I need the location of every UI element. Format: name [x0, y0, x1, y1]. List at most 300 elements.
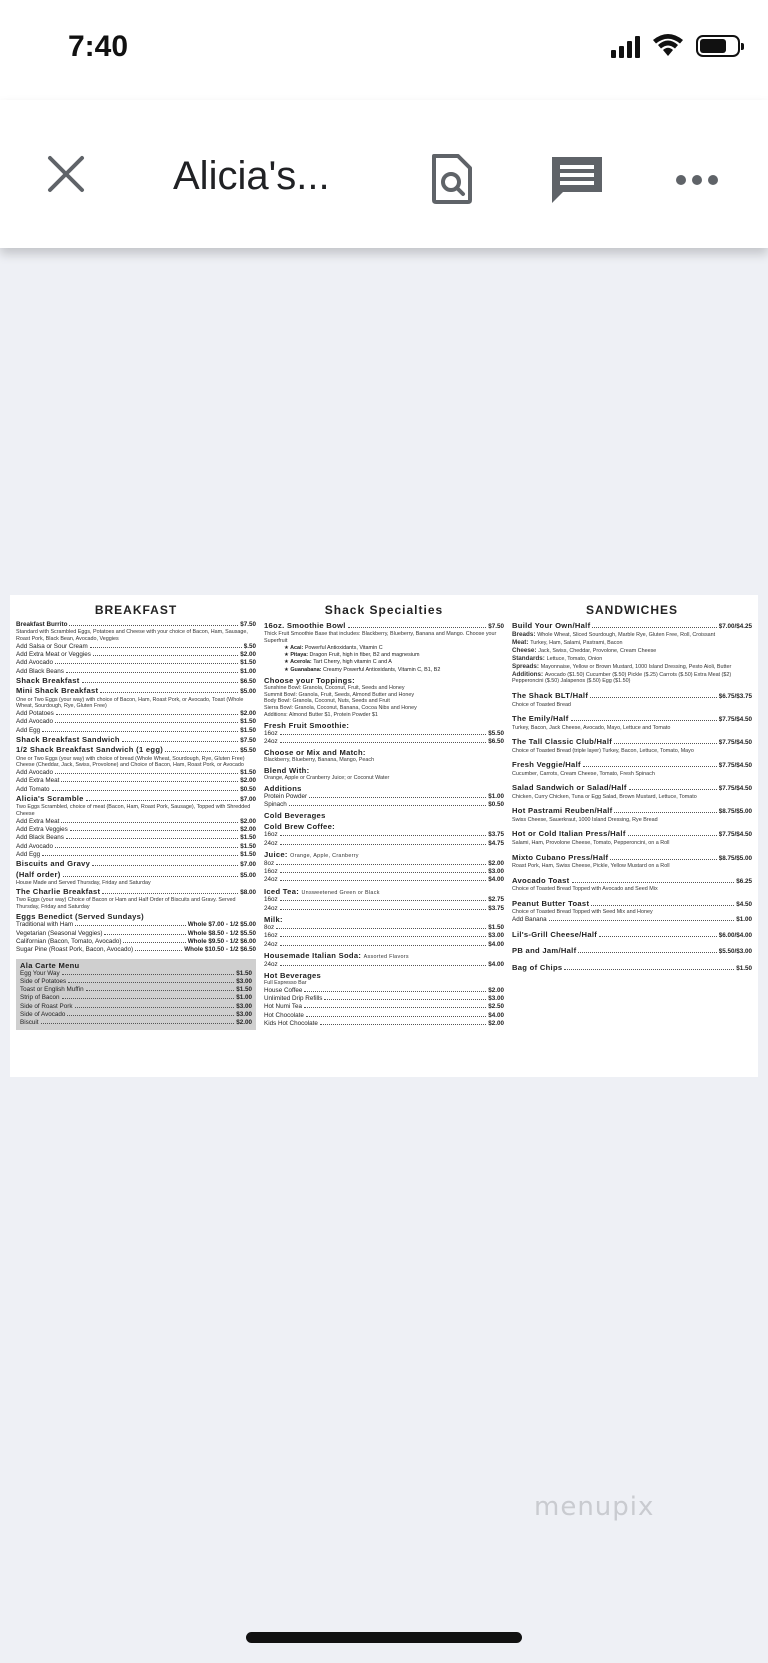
menu-item [512, 783, 752, 793]
dot-leader [572, 882, 735, 883]
dot-leader [52, 790, 239, 791]
item-price: $1.50 [240, 718, 256, 726]
dot-leader [56, 714, 238, 715]
item-description: Standard with Scrambled Eggs, Potatoes and Cheese with your choice of Bacon, Ham, Sausage, Roast Pork, Black Bean, Avocado, Veggies [16, 629, 248, 643]
item-name: Egg Your Way [20, 969, 60, 977]
item-price: $1.00 [240, 667, 256, 675]
dot-leader [66, 838, 238, 839]
menu-item [512, 899, 752, 909]
menu-item [16, 870, 256, 880]
toppings-heading: Choose your Toppings: [264, 675, 355, 685]
topping-item: Sierra Bowl: Granola, Coconut, Banana, Cocoa Nibs and Honey [264, 705, 417, 712]
build-option [512, 663, 752, 671]
item-price: $4.75 [488, 839, 504, 847]
item-name: Peanut Butter Toast [512, 898, 590, 908]
item-price: $4.00 [488, 1011, 504, 1019]
item-price: $3.00 [236, 977, 252, 985]
dot-leader [280, 734, 487, 735]
build-option [512, 671, 752, 686]
item-name: Hot Pastrami Reuben/Half [512, 806, 613, 816]
item-name: (Half order) [16, 869, 61, 879]
item-description: Two Eggs (your way) Choice of Bacon or Ham and Half Order of Biscuits and Gravy. Served Thursday, Friday and Saturday [16, 896, 236, 910]
menu-item [264, 1012, 504, 1020]
item-price: $0.50 [488, 801, 504, 809]
mix-match-desc: Blackberry, Blueberry, Banana, Mango, Peach [264, 757, 375, 764]
item-name: Traditional with Ham [16, 921, 74, 929]
item-price: $1.50 [240, 726, 256, 734]
item-price: $5.50 [488, 729, 504, 737]
item-price: $1.50 [488, 924, 504, 931]
item-price: $2.75 [488, 896, 504, 904]
item-name: Add Avocado [16, 769, 53, 777]
dot-leader [123, 942, 185, 943]
menu-item [16, 718, 256, 726]
dot-leader [122, 741, 238, 742]
item-price: $6.50 [488, 738, 504, 746]
close-icon[interactable] [44, 152, 88, 196]
item-price: $8.00 [240, 888, 256, 896]
dot-leader [68, 982, 234, 983]
item-price: $3.00 [488, 932, 504, 940]
alacarte-heading: Ala Carte Menu [20, 960, 80, 970]
dot-leader [75, 925, 186, 926]
dot-leader [55, 722, 238, 723]
menu-item [20, 978, 252, 986]
menu-item [512, 963, 752, 973]
item-price: $1.00 [488, 792, 504, 800]
menu-item [512, 916, 752, 924]
superfruit-name: ★ Pitaya: [284, 652, 310, 659]
menu-item [264, 896, 504, 904]
menu-item [16, 818, 256, 826]
item-price: $2.00 [488, 1019, 504, 1027]
menu-image [10, 595, 758, 1077]
build-option [512, 655, 752, 663]
topping-item: Summit Bowl: Granola, Fruit, Seeds, Almond Butter and Honey [264, 691, 415, 698]
iced-tea-flavors: Unsweetened Green or Black [301, 889, 380, 896]
item-name: Mixto Cubano Press/Half [512, 852, 609, 862]
italian-soda-flavors: Assorted Flavors [363, 953, 409, 960]
item-price: $6.75/$3.75 [718, 693, 752, 701]
dot-leader [614, 812, 716, 813]
item-name: House Coffee [264, 986, 303, 994]
dot-leader [90, 647, 242, 648]
item-price: $8.75/$5.00 [718, 854, 752, 862]
menu-item [16, 621, 256, 629]
item-name: Bag of Chips [512, 962, 563, 972]
item-name: Breakfast Burrito [16, 621, 68, 628]
item-price: $6.00/$4.00 [718, 931, 752, 939]
menu-item [20, 1003, 252, 1011]
item-name: Fresh Veggie/Half [512, 760, 581, 770]
menu-item [16, 938, 256, 946]
dot-leader [280, 909, 487, 910]
item-price: $2.00 [240, 826, 256, 834]
menu-item [16, 887, 256, 897]
item-name: Kids Hot Chocolate [264, 1019, 318, 1027]
menu-item [16, 859, 256, 869]
superfruit-item [264, 652, 504, 659]
dot-leader [320, 1024, 486, 1025]
menu-item [16, 843, 256, 851]
item-name: Add Salsa or Sour Cream [16, 642, 88, 650]
item-price: $3.00 [488, 994, 504, 1002]
item-name: 24oz [264, 738, 278, 746]
dot-leader [42, 731, 238, 732]
dot-leader [41, 1023, 235, 1024]
item-price: Whole $7.00 - 1/2 $5.00 [187, 921, 256, 929]
menu-item [264, 1003, 504, 1011]
dot-leader [304, 1007, 486, 1008]
item-name: The Charlie Breakfast [16, 886, 101, 896]
menu-item [16, 735, 256, 745]
menu-item [16, 777, 256, 785]
item-price: $1.50 [736, 964, 752, 972]
item-name: Add Extra Veggies [16, 826, 68, 834]
menu-item [16, 727, 256, 735]
dot-leader [75, 1007, 235, 1008]
item-name: Add Black Beans [16, 667, 64, 675]
cellular-signal-icon [611, 34, 640, 58]
italian-soda-heading: Housemade Italian Soda: Assorted Flavors [264, 950, 409, 960]
item-name: Side of Avocado [20, 1011, 66, 1019]
item-name: 24oz [264, 876, 278, 884]
menu-item [16, 686, 256, 696]
hot-beverages-sub: Full Espresso Bar [264, 979, 307, 986]
menu-item [512, 621, 752, 631]
dot-leader [610, 859, 716, 860]
item-price: $7.50 [240, 621, 256, 628]
item-name: Spinach [264, 801, 287, 809]
dot-leader [324, 999, 486, 1000]
menu-item [16, 676, 256, 686]
menu-item [512, 737, 752, 747]
build-option-text: Mayonnaise, Yellow or Brown Mustard, 1000 Island Dressing, Pesto Aioli, Butter [540, 663, 732, 670]
item-name: Californian (Bacon, Tomato, Avocado) [16, 937, 122, 945]
item-name: Side of Roast Pork [20, 1002, 73, 1010]
topping-item: Additions: Almond Butter $1, Protein Powder $1 [264, 711, 378, 718]
menu-item [512, 946, 752, 956]
menu-item [16, 651, 256, 659]
item-name: Biscuit [20, 1019, 39, 1027]
item-name: Add Avocado [16, 659, 53, 667]
item-price: $2.50 [488, 1003, 504, 1011]
item-name: Alicia's Scramble [16, 793, 84, 803]
wifi-icon [652, 34, 684, 58]
item-price: $1.50 [240, 842, 256, 850]
item-name: Hot Numi Tea [264, 1003, 303, 1011]
dot-leader [102, 893, 238, 894]
menu-item [512, 806, 752, 816]
blend-desc: Orange, Apple or Cranberry Juice; or Coconut Water [264, 775, 390, 782]
superfruit-desc: Powerful Antioxidants, Vitamin C [304, 644, 383, 651]
build-option-text: Jack, Swiss, Cheddar, Provolone, Cream Cheese [538, 648, 657, 655]
dot-leader [280, 900, 487, 901]
juice-flavors: Orange, Apple, Cranberry [290, 853, 359, 860]
item-price: $7.75/$4.50 [718, 716, 752, 724]
dot-leader [280, 872, 487, 873]
dot-leader [69, 625, 238, 626]
superfruit-desc: Dragon Fruit, high in fiber, B2 and magnesium [309, 652, 420, 659]
menu-item [264, 868, 504, 876]
menu-item [16, 826, 256, 834]
item-name: 16oz [264, 932, 278, 940]
item-price: $7.50 [488, 623, 504, 630]
dot-leader [93, 655, 238, 656]
build-option-text: Avocado ($1.50) Cucumber ($.50) Pickle ($.25) Carrots ($.50) Extra Meat ($2) Pepperoncini ($.50) Jalapenos ($.50) Egg ($1.50) [512, 671, 732, 685]
menu-item [512, 829, 752, 839]
item-name: Add Black Beans [16, 834, 64, 842]
item-name: Biscuits and Gravy [16, 859, 91, 869]
item-description: Choice of Toasted Bread Topped with Avocado and Seed Mix [512, 885, 658, 892]
item-name: Protein Powder [264, 792, 308, 800]
item-name: Add Egg [16, 726, 41, 734]
item-name: Add Avocado [16, 842, 53, 850]
item-description: House Made and Served Thursday, Friday and Saturday [16, 879, 151, 886]
item-price: $1.50 [236, 986, 252, 994]
item-price: $3.00 [236, 1002, 252, 1010]
specialties-title: Shack Specialties [324, 603, 444, 617]
dot-leader [571, 720, 717, 721]
milk-heading: Milk: [264, 915, 283, 924]
item-price: $2.00 [236, 1019, 252, 1027]
item-price: Whole $10.50 - 1/2 $6.50 [184, 946, 256, 954]
build-option-label: Spreads: [512, 662, 541, 670]
menu-item [512, 691, 752, 701]
breakfast-column [16, 601, 256, 1071]
sandwiches-title: SANDWICHES [585, 603, 678, 617]
menu-item [264, 1020, 504, 1028]
dot-leader [592, 627, 716, 628]
item-name: Add Extra Meat [16, 777, 60, 785]
item-name: Shack Breakfast [16, 675, 80, 685]
build-option-label: Meat: [512, 639, 531, 647]
item-price: $1.50 [240, 769, 256, 777]
item-name: The Tall Classic Club/Half [512, 737, 613, 747]
item-price: $0.50 [240, 785, 256, 793]
dot-leader [591, 905, 734, 906]
item-name: 16oz [264, 831, 278, 839]
item-name: Vegetarian (Seasonal Veggies) [16, 929, 103, 937]
item-name: 24oz [264, 839, 278, 847]
superfruit-desc: Tart Cherry, high vitamin C and A [313, 659, 392, 666]
item-name: Shack Breakfast Sandwich [16, 734, 120, 744]
item-name: Strip of Bacon [20, 994, 60, 1002]
blend-heading: Blend With: [264, 766, 310, 776]
sandwiches-column [512, 601, 752, 1071]
menu-item [16, 921, 256, 929]
menu-item [264, 941, 504, 949]
item-description: Chicken, Curry Chicken, Tuna or Egg Salad, Brown Mustard, Lettuce, Tomato [512, 793, 697, 800]
topping-item: Body Bowl: Granola, Coconut, Nuts, Seeds and Fruit [264, 698, 390, 705]
item-price: $6.50 [240, 677, 256, 685]
comment-icon[interactable] [549, 154, 605, 206]
item-price: $7.00 [240, 795, 256, 803]
dot-leader [276, 864, 486, 865]
item-name: Add Potatoes [16, 710, 54, 718]
dot-leader [104, 934, 185, 935]
menu-item [16, 834, 256, 842]
item-price: $5.50/$3.00 [718, 948, 752, 956]
breakfast-title: BREAKFAST [94, 603, 178, 617]
dot-leader [62, 974, 235, 975]
dot-leader [280, 965, 487, 966]
item-name: Hot Chocolate [264, 1011, 304, 1019]
menu-item [264, 840, 504, 848]
build-option-label: Standards: [512, 654, 547, 662]
item-price: $5.00 [240, 688, 256, 696]
dot-leader [280, 880, 487, 881]
build-option-label: Cheese: [512, 647, 539, 655]
document-search-icon[interactable] [428, 152, 476, 206]
menu-item [264, 924, 504, 932]
item-name: Add Avocado [16, 718, 53, 726]
menu-item [20, 1019, 252, 1027]
item-description: Cucumber, Carrots, Cream Cheese, Tomato, Fresh Spinach [512, 770, 655, 777]
dot-leader [63, 876, 239, 877]
mix-match-heading: Choose or Mix and Match: [264, 748, 366, 758]
item-price: $2.00 [240, 817, 256, 825]
item-price: $.50 [243, 642, 256, 650]
item-name: The Emily/Half [512, 714, 569, 724]
item-price: $2.00 [240, 710, 256, 718]
menu-item [264, 995, 504, 1003]
item-description: One or Two Eggs (your way) with choice of bread (Whole Wheat, Sourdough, Rye, Gluten Free) Cheese (Cheddar, Jack, Swiss, Provolone) and Choice of Bacon, Ham, Roast Pork, or Avocado [16, 755, 245, 769]
status-time: 7:40 [68, 30, 129, 63]
more-horizontal-icon[interactable] [676, 168, 724, 192]
item-price: $1.50 [236, 969, 252, 977]
item-price: $1.00 [236, 994, 252, 1002]
superfruit-item [264, 667, 504, 674]
dot-leader [280, 835, 487, 836]
build-option-text: Lettuce, Tomato, Onion [546, 655, 603, 662]
dot-leader [66, 672, 238, 673]
item-price: $7.00 [240, 861, 256, 869]
dot-leader [628, 835, 717, 836]
menu-item [264, 793, 504, 801]
dot-leader [61, 822, 238, 823]
menu-item [16, 769, 256, 777]
menu-item [16, 786, 256, 794]
dot-leader [276, 928, 486, 929]
item-description: Swiss Cheese, Sauerkraut, 1000 Island Dressing, Rye Bread [512, 816, 658, 823]
menu-item [512, 876, 752, 886]
item-price: $3.75 [488, 904, 504, 912]
item-description: Salami, Ham, Provolone Cheese, Tomato, Pepperoncini, on a Roll [512, 839, 670, 846]
item-price: $4.00 [488, 876, 504, 884]
menu-item [16, 851, 256, 859]
item-price: $7.75/$4.50 [718, 785, 752, 793]
item-price: Whole $8.50 - 1/2 $5.50 [187, 929, 256, 937]
dot-leader [165, 751, 238, 752]
item-name: Mini Shack Breakfast [16, 686, 99, 696]
juice-heading: Juice: Orange, Apple, Cranberry [264, 850, 359, 860]
item-description: Choice of Toasted Bread Topped with Seed Mix and Honey [512, 908, 653, 915]
item-description: One or Two Eggs (your way) with choice of Bacon, Ham, Roast Pork, or Avocado, Toast (Whole Wheat, Sourdough, Rye, Gluten Free) [16, 696, 244, 710]
item-name: 1/2 Shack Breakfast Sandwich (1 egg) [16, 745, 164, 755]
item-price: $7.00/$4.25 [718, 623, 752, 630]
hot-beverages-heading: Hot Beverages [264, 970, 322, 980]
dot-leader [82, 682, 239, 683]
menu-item [16, 659, 256, 667]
dot-leader [549, 920, 735, 921]
menu-item [16, 710, 256, 718]
menu-item [264, 730, 504, 738]
build-option-text: Turkey, Ham, Salami, Pastrami, Bacon [530, 640, 623, 647]
menu-item [16, 946, 256, 954]
item-name: 16oz [264, 729, 278, 737]
additions-heading: Additions [264, 783, 302, 793]
item-price: $5.50 [240, 747, 256, 755]
menu-item [264, 932, 504, 940]
dot-leader [629, 789, 717, 790]
dot-leader [55, 847, 238, 848]
menu-item [264, 961, 504, 969]
dot-leader [309, 797, 486, 798]
dot-leader [590, 697, 717, 698]
home-indicator [246, 1632, 522, 1643]
menu-item [512, 714, 752, 724]
dot-leader [100, 692, 238, 693]
menu-item [512, 853, 752, 863]
item-name: The Shack BLT/Half [512, 691, 589, 701]
document-title: Alicia's... [173, 154, 330, 198]
item-price: $3.00 [236, 1011, 252, 1019]
item-price: $2.00 [488, 986, 504, 994]
item-name: Avocado Toast [512, 875, 570, 885]
watermark: menupix [534, 1492, 655, 1522]
menu-item [20, 994, 252, 1002]
item-name: Add Extra Meat or Veggies [16, 651, 91, 659]
dot-leader [92, 865, 238, 866]
item-name: PB and Jam/Half [512, 946, 577, 956]
alacarte-section [16, 959, 256, 1030]
item-name: 16oz [264, 868, 278, 876]
item-price: $4.00 [488, 960, 504, 968]
dot-leader [348, 627, 487, 628]
menu-item [264, 876, 504, 884]
item-name: 16oz [264, 896, 278, 904]
item-name: Unlimited Drip Refills [264, 994, 323, 1002]
item-price: $8.75/$5.00 [718, 808, 752, 816]
dot-leader [280, 945, 487, 946]
menu-item [16, 930, 256, 938]
build-option [512, 647, 752, 655]
superfruit-desc: Creamy Powerful Antioxidants, Vitamin C, B1, B2 [322, 666, 441, 673]
dot-leader [55, 773, 238, 774]
item-description: Roast Pork, Ham, Swiss Cheese, Pickle, Yellow Mustard on a Roll [512, 862, 670, 869]
item-price: $2.00 [240, 651, 256, 659]
item-name: Hot or Cold Italian Press/Half [512, 829, 626, 839]
cold-beverages-heading: Cold Beverages [264, 811, 326, 821]
menu-item [20, 1011, 252, 1019]
menu-item [16, 643, 256, 651]
item-price: $3.00 [488, 868, 504, 876]
item-name: 24oz [264, 960, 278, 968]
item-name: Side of Potatoes [20, 977, 67, 985]
menu-item [20, 970, 252, 978]
item-name: Add Egg [16, 850, 41, 858]
superfruit-name: ★ Acerola: [284, 659, 314, 666]
menu-item [264, 621, 504, 631]
item-price: $1.50 [240, 834, 256, 842]
superfruit-item [264, 645, 504, 652]
dot-leader [599, 936, 717, 937]
dot-leader [61, 781, 238, 782]
item-price: $1.50 [240, 659, 256, 667]
item-description: Thick Fruit Smoothie Base that includes: Blackberry, Blueberry, Banana and Mango. Choose your Superfruit [264, 631, 497, 645]
superfruit-item [264, 659, 504, 666]
